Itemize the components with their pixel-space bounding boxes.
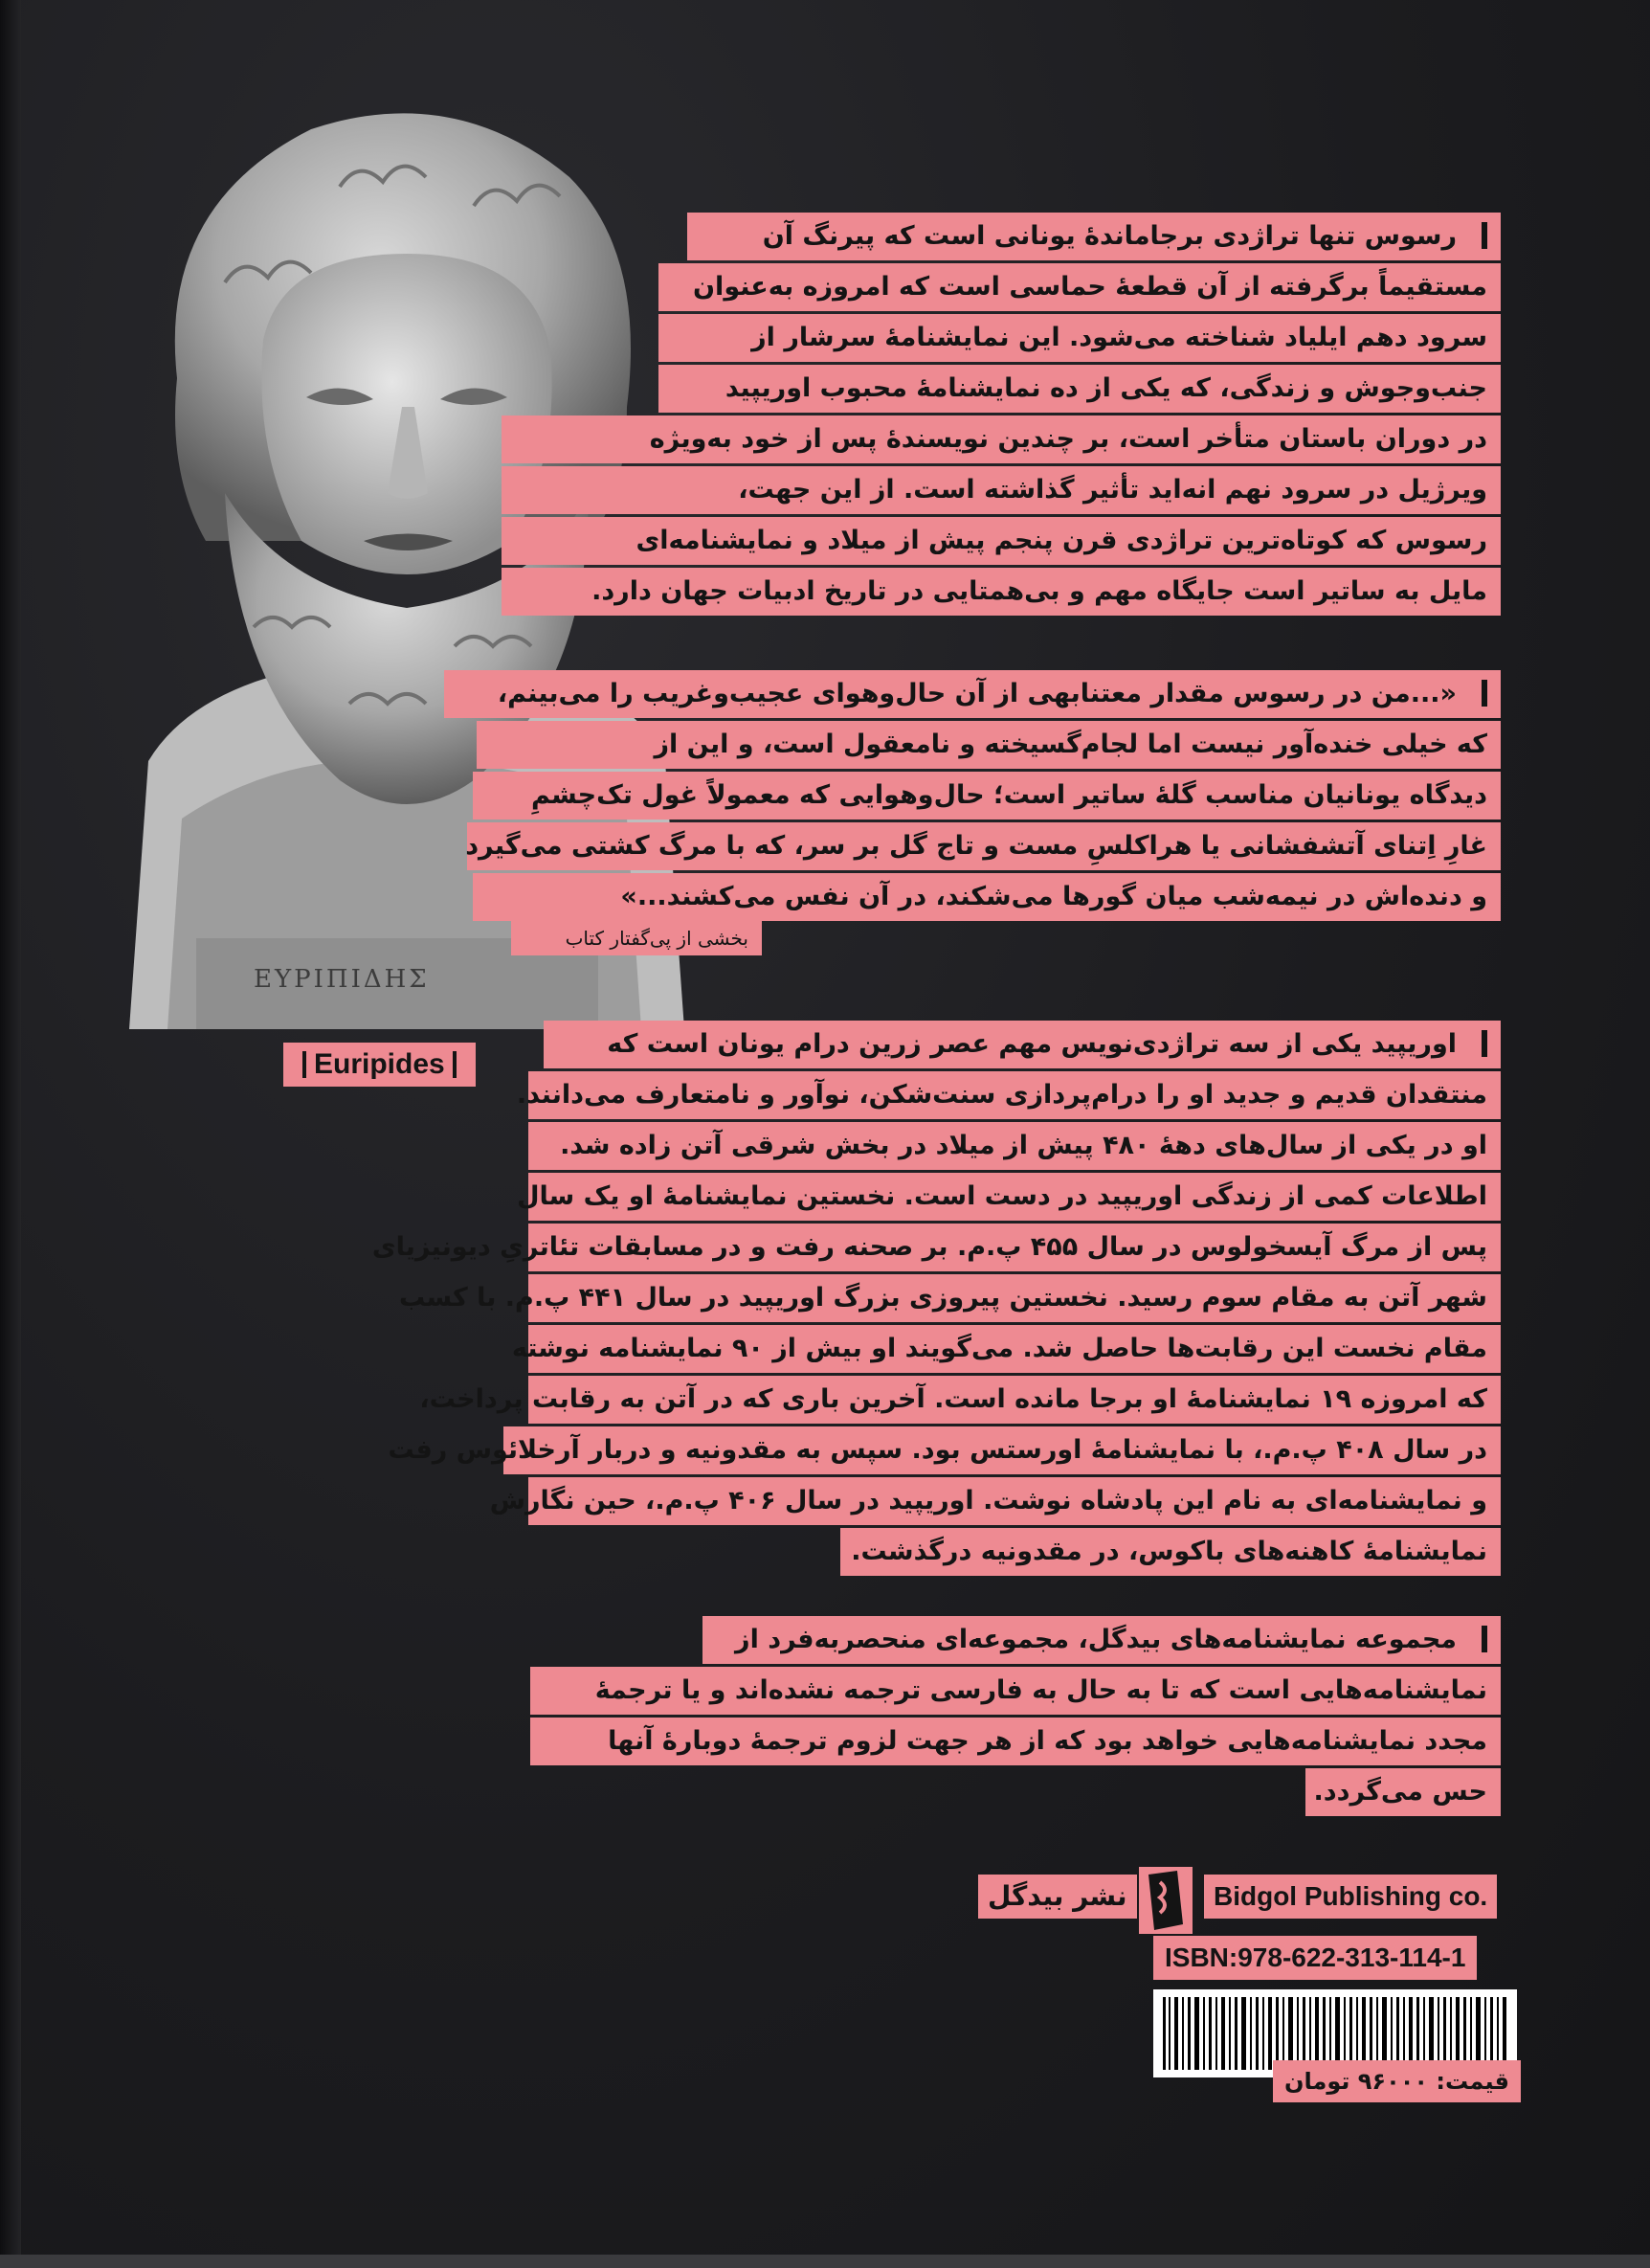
publisher-en-text: Bidgol Publishing co. xyxy=(1214,1881,1488,1911)
text-line: ویرژیل در سرود نهم انه‌اید تأثیر گذاشته است. از این جهت، xyxy=(502,466,1501,514)
bio-line: او در یکی از سال‌های دههٔ ۴۸۰ پیش از میلاد در بخش شرقی آتن زاده شد. xyxy=(528,1122,1501,1170)
bust-inscription: ΕΥΡΙΠΙΔΗΣ xyxy=(254,965,430,994)
quote-line: و دنده‌اش در نیمه‌شب میان گورها می‌شکند، در آن نفس می‌کشند...» xyxy=(473,873,1501,921)
publisher-logo-icon xyxy=(1139,1867,1193,1934)
text-line: رسوس که کوتاه‌ترین تراژدی قرن پنجم پیش از میلاد و نمایشنامه‌ای xyxy=(502,517,1501,565)
author-name: Euripides xyxy=(314,1048,445,1080)
text-line: رسوس تنها تراژدی برجاماندهٔ یونانی است که پیرنگ آن xyxy=(687,213,1501,260)
bio-line: پس از مرگ آیسخولوس در سال ۴۵۵ پ.م. بر صحنه رفت و در مسابقات تئاتریِ دیونیزیای xyxy=(528,1224,1501,1271)
bio-line: شهر آتن به مقام سوم رسید. نخستین پیروزی بزرگ اوریپید در سال ۴۴۱ پ.م. با کسب xyxy=(528,1274,1501,1322)
quote-attribution: بخشی از پی‌گفتار کتاب xyxy=(511,921,762,955)
publisher-name-en xyxy=(1204,1875,1497,1919)
text-line: مستقیماً برگرفته از آن قطعهٔ حماسی است که امروزه به‌عنوان xyxy=(658,263,1501,311)
bio-line: و نمایشنامه‌ای به نام این پادشاه نوشت. اوریپید در سال ۴۰۶ پ.م.، حین نگارش xyxy=(528,1477,1501,1525)
text-line: در دوران باستان متأخر است، بر چندین نویسندهٔ پس از خود به‌ویژه xyxy=(502,415,1501,463)
publisher-name-fa xyxy=(978,1875,1137,1919)
series-line: مجدد نمایشنامه‌هایی خواهد بود که از هر جهت لزوم ترجمهٔ دوبارهٔ آنها xyxy=(530,1718,1501,1765)
bio-line: نمایشنامهٔ کاهنه‌های باکوس، در مقدونیه درگذشت. xyxy=(840,1528,1501,1576)
bio-line: مقام نخست این رقابت‌ها حاصل شد. می‌گویند او بیش از ۹۰ نمایشنامه نوشته xyxy=(528,1325,1501,1373)
quote-line: «...من در رسوس مقدار معتنابهی از آن حال‌وهوای عجیب‌وغریب را می‌بینم، xyxy=(444,670,1501,718)
bio-line: اوریپید یکی از سه تراژدی‌نویس مهم عصر زرین درام یونان است که xyxy=(544,1021,1501,1068)
isbn-label: ISBN:978-622-313-114-1 xyxy=(1153,1936,1477,1980)
author-name-label xyxy=(283,1043,476,1087)
label-bar-left xyxy=(302,1051,306,1078)
series-line: نمایشنامه‌هایی است که تا به حال به فارسی ترجمه نشده‌اند و یا ترجمهٔ xyxy=(530,1667,1501,1715)
bio-line: اطلاعات کمی از زندگی اوریپید در دست است. نخستین نمایشنامهٔ او یک سال xyxy=(528,1173,1501,1221)
quote-line: غارِ اِتنای آتشفشانی یا هراکلسِ مست و تاج گل بر سر، که با مرگ کشتی می‌گیرد xyxy=(467,822,1501,870)
text-line: جنب‌وجوش و زندگی، که یکی از ده نمایشنامهٔ محبوب اوریپید xyxy=(658,365,1501,413)
price-label: قیمت: ۹۶۰۰۰ تومان xyxy=(1273,2060,1521,2102)
bio-line: که امروزه ۱۹ نمایشنامهٔ او برجا مانده است. آخرین باری که در آتن به رقابت پرداخت، xyxy=(528,1376,1501,1424)
quote-line: که خیلی خنده‌آور نیست اما لجام‌گسیخته و نامعقول است، و این از xyxy=(477,721,1501,769)
bio-line: در سال ۴۰۸ پ.م.، با نمایشنامهٔ اورستس بود. سپس به مقدونیه و دربار آرخلائوس رفت xyxy=(503,1426,1501,1474)
bio-line: منتقدان قدیم و جدید او را درام‌پردازی سنت‌شکن، نوآور و نامتعارف می‌دانند. xyxy=(528,1071,1501,1119)
series-line: مجموعه نمایشنامه‌های بیدگل، مجموعه‌ای منحصربه‌فرد از xyxy=(702,1616,1501,1664)
label-bar-right xyxy=(453,1051,457,1078)
text-line: مایل به ساتیر است جایگاه مهم و بی‌همتایی در تاریخ ادبیات جهان دارد. xyxy=(502,568,1501,616)
quote-line: دیدگاه یونانیان مناسب گلهٔ ساتیر است؛ حال‌وهوایی که معمولاً غول تک‌چشمِ xyxy=(473,772,1501,820)
publisher-fa-text: نشر بیدگل xyxy=(988,1880,1127,1912)
cover-bottom-edge xyxy=(0,2255,1650,2268)
text-line: سرود دهم ایلیاد شناخته می‌شود. این نمایشنامهٔ سرشار از xyxy=(658,314,1501,362)
series-line: حس می‌گردد. xyxy=(1305,1768,1501,1816)
book-spine-edge xyxy=(0,0,21,2268)
